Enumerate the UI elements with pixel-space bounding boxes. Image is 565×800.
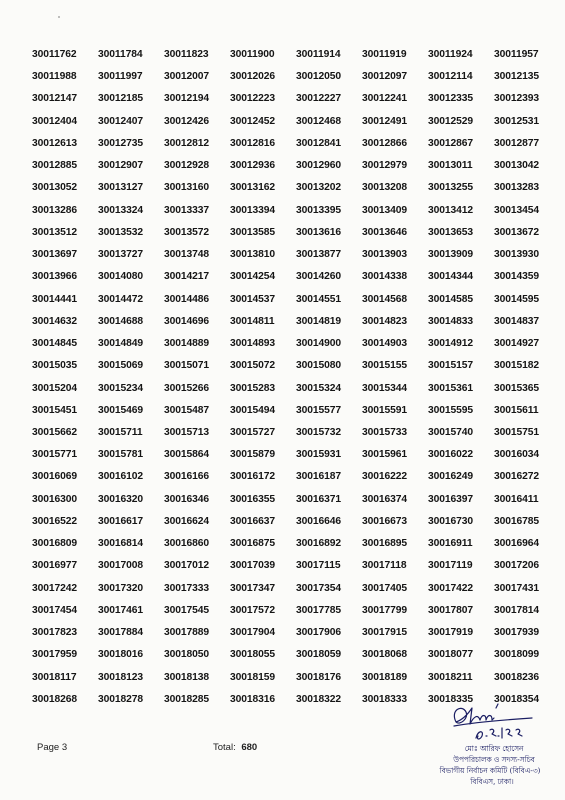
- roll-number-cell: 30012867: [428, 137, 474, 149]
- roll-number-cell: 30016172: [230, 471, 276, 483]
- roll-number-cell: 30018068: [362, 649, 408, 661]
- roll-number-cell: 30014254: [230, 271, 276, 283]
- roll-number-cell: 30017919: [428, 627, 474, 639]
- roll-number-cell: 30012194: [164, 93, 210, 105]
- roll-number-cell: 30016166: [164, 471, 210, 483]
- roll-number-cell: 30013160: [164, 182, 210, 194]
- roll-number-cell: 30011914: [296, 49, 341, 60]
- roll-number-cell: 30012877: [494, 137, 540, 149]
- roll-number-cell: 30017012: [164, 560, 210, 572]
- roll-number-cell: 30014845: [32, 338, 78, 350]
- signature-image: [446, 700, 542, 744]
- roll-number-cell: 30016617: [98, 515, 144, 527]
- roll-number-cell: 30016411: [494, 493, 539, 505]
- roll-number-cell: 30013283: [494, 182, 540, 194]
- roll-number-cell: 30011957: [494, 49, 539, 60]
- roll-number-cell: 30015451: [32, 404, 78, 416]
- roll-number-cell: 30018335: [428, 693, 474, 705]
- roll-number-cell: 30013202: [296, 182, 342, 194]
- roll-number-cell: 30012241: [362, 93, 408, 105]
- roll-number-cell: 30013512: [32, 226, 78, 238]
- roll-number-cell: 30015662: [32, 426, 78, 438]
- roll-number-cell: 30012452: [230, 115, 276, 127]
- roll-number-cell: 30015740: [428, 426, 474, 438]
- roll-number-cell: 30018285: [164, 693, 210, 705]
- roll-number-cell: 30016346: [164, 493, 210, 505]
- roll-number-cell: 30014837: [494, 315, 540, 327]
- roll-number-cell: 30013337: [164, 204, 210, 216]
- roll-number-cell: 30013909: [428, 249, 474, 261]
- roll-number-cell: 30017939: [494, 627, 540, 639]
- roll-number-cell: 30012147: [32, 93, 78, 105]
- roll-number-cell: 30012097: [362, 71, 408, 83]
- roll-number-cell: 30014344: [428, 271, 474, 283]
- roll-number-cell: 30014217: [164, 271, 210, 283]
- roll-number-cell: 30016320: [98, 493, 144, 505]
- roll-number-cell: 30012135: [494, 71, 540, 83]
- roll-number-cell: 30017799: [362, 604, 408, 616]
- roll-number-cell: 30017320: [98, 582, 144, 594]
- roll-number-cell: 30017119: [428, 560, 473, 572]
- roll-number-cell: 30017915: [362, 627, 408, 639]
- roll-number-cell: 30014359: [494, 271, 540, 283]
- roll-number-cell: 30014260: [296, 271, 342, 283]
- roll-number-cell: 30015324: [296, 382, 342, 394]
- roll-number-cell: 30012812: [164, 137, 210, 149]
- roll-number-cell: 30016637: [230, 515, 276, 527]
- roll-number-cell: 30015035: [32, 360, 78, 372]
- roll-number-cell: 30012735: [98, 137, 144, 149]
- roll-number-cell: 30018099: [494, 649, 540, 661]
- roll-number-cell: 30017572: [230, 604, 276, 616]
- roll-number-cell: 30018016: [98, 649, 144, 661]
- roll-number-cell: 30017814: [494, 604, 540, 616]
- roll-number-cell: 30016355: [230, 493, 276, 505]
- roll-number-cell: 30015266: [164, 382, 210, 394]
- roll-number-cell: 30013646: [362, 226, 408, 238]
- roll-number-cell: 30017242: [32, 582, 78, 594]
- roll-number-cell: 30014811: [230, 315, 275, 327]
- roll-number-cell: 30017333: [164, 582, 210, 594]
- roll-number-cell: 30016895: [362, 538, 408, 550]
- roll-number-cell: 30012185: [98, 93, 144, 105]
- roll-number-cell: 30011997: [98, 71, 143, 83]
- roll-number-cell: 30014585: [428, 293, 474, 305]
- roll-number-cell: 30017884: [98, 627, 144, 639]
- roll-number-cell: 30018117: [32, 671, 77, 683]
- roll-number-cell: 30015182: [494, 360, 540, 372]
- roll-number-cell: 30016397: [428, 493, 474, 505]
- roll-number-cell: 30014441: [32, 293, 78, 305]
- roll-number-cell: 30017906: [296, 627, 342, 639]
- roll-number-cell: 30016730: [428, 515, 474, 527]
- roll-number-cell: 30014551: [296, 293, 342, 305]
- roll-number-cell: 30012227: [296, 93, 342, 105]
- roll-number-cell: 30012050: [296, 71, 342, 83]
- roll-number-cell: 30016272: [494, 471, 540, 483]
- roll-number-cell: 30011924: [428, 49, 473, 60]
- roll-number-cell: 30016964: [494, 538, 540, 550]
- roll-number-cell: 30012426: [164, 115, 210, 127]
- roll-number-cell: 30013585: [230, 226, 276, 238]
- roll-number-cell: 30016814: [98, 538, 144, 550]
- roll-number-cell: 30013966: [32, 271, 78, 283]
- roll-number-cell: 30015713: [164, 426, 210, 438]
- roll-number-cell: 30017823: [32, 627, 78, 639]
- roll-number-cell: 30013616: [296, 226, 342, 238]
- roll-number-cell: 30016809: [32, 538, 78, 550]
- roll-number-cell: 30017959: [32, 649, 78, 661]
- roll-number-cell: 30015591: [362, 404, 408, 416]
- roll-number-cell: 30017354: [296, 582, 342, 594]
- roll-number-cell: 30018354: [494, 693, 540, 705]
- roll-number-cell: 30013255: [428, 182, 474, 194]
- roll-number-cell: 30013052: [32, 182, 78, 194]
- roll-number-cell: 30014595: [494, 293, 540, 305]
- roll-number-cell: 30016374: [362, 493, 408, 505]
- total-value: 680: [241, 742, 258, 753]
- roll-number-cell: 30015611: [494, 404, 539, 416]
- roll-number-cell: 30016860: [164, 538, 210, 550]
- roll-number-cell: 30011823: [164, 49, 209, 60]
- roll-number-cell: 30016069: [32, 471, 78, 483]
- roll-number-cell: 30018268: [32, 693, 78, 705]
- roll-number-cell: 30015864: [164, 449, 210, 461]
- roll-number-cell: 30017904: [230, 627, 276, 639]
- roll-number-cell: 30013727: [98, 249, 144, 261]
- roll-number-cell: 30012816: [230, 137, 276, 149]
- roll-number-cell: 30017545: [164, 604, 210, 616]
- roll-number-cell: 30012936: [230, 160, 276, 172]
- roll-number-cell: 30013409: [362, 204, 408, 216]
- roll-number-cell: 30013903: [362, 249, 408, 261]
- roll-number-cell: 30016785: [494, 515, 540, 527]
- roll-number-cell: 30015204: [32, 382, 78, 394]
- roll-number-cell: 30016300: [32, 493, 78, 505]
- roll-number-cell: 30013877: [296, 249, 342, 261]
- roll-number-cell: 30016371: [296, 493, 342, 505]
- roll-number-cell: 30017115: [296, 560, 341, 572]
- roll-number-cell: 30016022: [428, 449, 474, 461]
- roll-number-cell: 30014632: [32, 315, 78, 327]
- roll-number-cell: 30012114: [428, 71, 473, 83]
- roll-number-cell: 30012529: [428, 115, 474, 127]
- roll-number-cell: 30012841: [296, 137, 342, 149]
- roll-number-cell: 30015751: [494, 426, 540, 438]
- total-label: Total:: [213, 742, 236, 753]
- roll-number-cell: 30015155: [362, 360, 408, 372]
- roll-number-cell: 30016875: [230, 538, 276, 550]
- roll-number-cell: 30014900: [296, 338, 342, 350]
- roll-number-cell: 30015072: [230, 360, 276, 372]
- stamp-line: বিভাগীয় নির্বাচন কমিটি (বিবিএ-৩): [439, 766, 541, 775]
- roll-number-cell: 30017206: [494, 560, 540, 572]
- roll-number-cell: 30015071: [164, 360, 210, 372]
- roll-number-cell: 30018055: [230, 649, 276, 661]
- roll-number-cell: 30016034: [494, 449, 540, 461]
- roll-number-cell: 30013011: [428, 160, 473, 172]
- roll-number-cell: 30012393: [494, 93, 540, 105]
- roll-number-cell: 30018050: [164, 649, 210, 661]
- roll-number-cell: 30011919: [362, 49, 407, 60]
- roll-number-cell: 30011784: [98, 49, 143, 60]
- roll-number-cell: 30013162: [230, 182, 276, 194]
- roll-number-cell: 30014472: [98, 293, 144, 305]
- roll-number-cell: 30014927: [494, 338, 540, 350]
- roll-number-cell: 30016624: [164, 515, 210, 527]
- roll-number-cell: 30015961: [362, 449, 408, 461]
- roll-number-cell: 30013653: [428, 226, 474, 238]
- roll-number-cell: 30015234: [98, 382, 144, 394]
- roll-number-cell: 30018176: [296, 671, 342, 683]
- roll-number-cell: 30018278: [98, 693, 144, 705]
- roll-number-cell: 30015727: [230, 426, 276, 438]
- roll-number-cell: 30015487: [164, 404, 210, 416]
- roll-number-cell: 30015157: [428, 360, 474, 372]
- roll-number-cell: 30017405: [362, 582, 408, 594]
- stamp-line: উপপরিচালক ও সদস্য-সচিব: [453, 755, 535, 764]
- roll-number-cell: 30016187: [296, 471, 342, 483]
- roll-number-cell: 30016911: [428, 538, 473, 550]
- stamp-line: মোঃ আরিফ হোসেন: [464, 744, 524, 753]
- roll-number-cell: 30013208: [362, 182, 408, 194]
- roll-number-cell: 30014912: [428, 338, 474, 350]
- roll-number-cell: 30013810: [230, 249, 276, 261]
- roll-number-cell: 30015595: [428, 404, 474, 416]
- roll-number-cell: 30012404: [32, 115, 78, 127]
- roll-number-grid: [32, 44, 552, 711]
- roll-number-cell: 30014819: [296, 315, 342, 327]
- total-count: [213, 742, 257, 753]
- roll-number-cell: 30011988: [32, 71, 77, 83]
- official-stamp: [420, 740, 560, 790]
- page-number: Page 3: [37, 742, 68, 753]
- roll-number-cell: 30018322: [296, 693, 342, 705]
- roll-number-cell: 30016522: [32, 515, 78, 527]
- roll-number-cell: 30015733: [362, 426, 408, 438]
- roll-number-cell: 30014893: [230, 338, 276, 350]
- roll-number-cell: 30015365: [494, 382, 540, 394]
- roll-number-cell: 30013412: [428, 204, 474, 216]
- roll-number-cell: 30015494: [230, 404, 276, 416]
- roll-number-cell: 30015931: [296, 449, 342, 461]
- roll-number-cell: 30012885: [32, 160, 78, 172]
- roll-number-cell: 30017008: [98, 560, 144, 572]
- roll-number-cell: 30015771: [32, 449, 78, 461]
- roll-number-cell: 30015469: [98, 404, 144, 416]
- roll-number-cell: 30013697: [32, 249, 78, 261]
- roll-number-cell: 30017422: [428, 582, 474, 594]
- roll-number-cell: 30014537: [230, 293, 276, 305]
- roll-number-cell: 30011762: [32, 49, 77, 60]
- roll-number-cell: 30013930: [494, 249, 540, 261]
- roll-number-cell: 30018077: [428, 649, 474, 661]
- roll-number-cell: 30012979: [362, 160, 408, 172]
- roll-number-cell: 30014889: [164, 338, 210, 350]
- roll-number-cell: 30012613: [32, 137, 78, 149]
- roll-number-cell: 30014833: [428, 315, 474, 327]
- roll-number-cell: 30016102: [98, 471, 144, 483]
- roll-number-cell: 30014568: [362, 293, 408, 305]
- roll-number-cell: 30012335: [428, 93, 474, 105]
- roll-number-cell: 30013042: [494, 160, 540, 172]
- roll-number-cell: 30012468: [296, 115, 342, 127]
- roll-number-cell: 30014696: [164, 315, 210, 327]
- roll-number-cell: 30016892: [296, 538, 342, 550]
- roll-number-cell: 30018138: [164, 671, 210, 683]
- roll-number-cell: 30016977: [32, 560, 78, 572]
- roll-number-cell: 30018159: [230, 671, 276, 683]
- roll-number-cell: 30018211: [428, 671, 473, 683]
- roll-number-cell: 30013672: [494, 226, 540, 238]
- roll-number-cell: 30014486: [164, 293, 210, 305]
- roll-number-cell: 30014080: [98, 271, 144, 283]
- roll-number-cell: 30018236: [494, 671, 540, 683]
- roll-number-cell: 30013748: [164, 249, 210, 261]
- roll-number-cell: 30017454: [32, 604, 78, 616]
- roll-number-cell: 30017118: [362, 560, 407, 572]
- roll-number-cell: 30015577: [296, 404, 342, 416]
- roll-number-cell: 30015361: [428, 382, 474, 394]
- roll-number-cell: 30015080: [296, 360, 342, 372]
- roll-number-cell: 30013127: [98, 182, 144, 194]
- roll-number-cell: 30015879: [230, 449, 276, 461]
- roll-number-cell: 30012531: [494, 115, 540, 127]
- roll-number-cell: 30018059: [296, 649, 342, 661]
- roll-number-cell: 30014903: [362, 338, 408, 350]
- stamp-line: বিবিএস, ঢাকা।: [470, 777, 514, 786]
- roll-number-cell: 30015283: [230, 382, 276, 394]
- roll-number-cell: 30015344: [362, 382, 408, 394]
- roll-number-cell: 30014823: [362, 315, 408, 327]
- roll-number-cell: 30017347: [230, 582, 276, 594]
- roll-number-cell: 30012960: [296, 160, 342, 172]
- roll-number-cell: 30014849: [98, 338, 144, 350]
- roll-number-cell: 30017039: [230, 560, 276, 572]
- roll-number-cell: 30016673: [362, 515, 408, 527]
- roll-number-cell: 30015732: [296, 426, 342, 438]
- roll-number-cell: 30018316: [230, 693, 276, 705]
- roll-number-cell: 30017431: [494, 582, 540, 594]
- roll-number-cell: 30013394: [230, 204, 276, 216]
- roll-number-cell: 30013324: [98, 204, 144, 216]
- roll-number-cell: 30013395: [296, 204, 342, 216]
- roll-number-cell: 30012026: [230, 71, 276, 83]
- roll-number-cell: 30015711: [98, 426, 143, 438]
- roll-number-cell: 30012928: [164, 160, 210, 172]
- roll-number-cell: 30018189: [362, 671, 408, 683]
- roll-number-cell: 30013454: [494, 204, 540, 216]
- roll-number-cell: 30016222: [362, 471, 408, 483]
- roll-number-cell: 30013286: [32, 204, 78, 216]
- roll-number-cell: 30018123: [98, 671, 144, 683]
- roll-number-cell: 30012866: [362, 137, 408, 149]
- roll-number-cell: 30017461: [98, 604, 144, 616]
- roll-number-cell: 30012007: [164, 71, 210, 83]
- roll-number-cell: 30012223: [230, 93, 276, 105]
- roll-number-cell: 30016646: [296, 515, 342, 527]
- roll-number-cell: 30018333: [362, 693, 408, 705]
- roll-number-cell: 30013572: [164, 226, 210, 238]
- scan-speck: [58, 16, 60, 18]
- roll-number-cell: 30014688: [98, 315, 144, 327]
- roll-number-cell: 30012407: [98, 115, 144, 127]
- roll-number-cell: 30012491: [362, 115, 408, 127]
- roll-number-cell: 30017785: [296, 604, 342, 616]
- roll-number-cell: 30014338: [362, 271, 408, 283]
- roll-number-cell: 30017889: [164, 627, 210, 639]
- roll-number-cell: 30011900: [230, 49, 275, 60]
- roll-number-cell: 30016249: [428, 471, 474, 483]
- roll-number-cell: 30013532: [98, 226, 144, 238]
- roll-number-cell: 30015069: [98, 360, 144, 372]
- roll-number-cell: 30015781: [98, 449, 144, 461]
- roll-number-cell: 30017807: [428, 604, 474, 616]
- roll-number-cell: 30012907: [98, 160, 144, 172]
